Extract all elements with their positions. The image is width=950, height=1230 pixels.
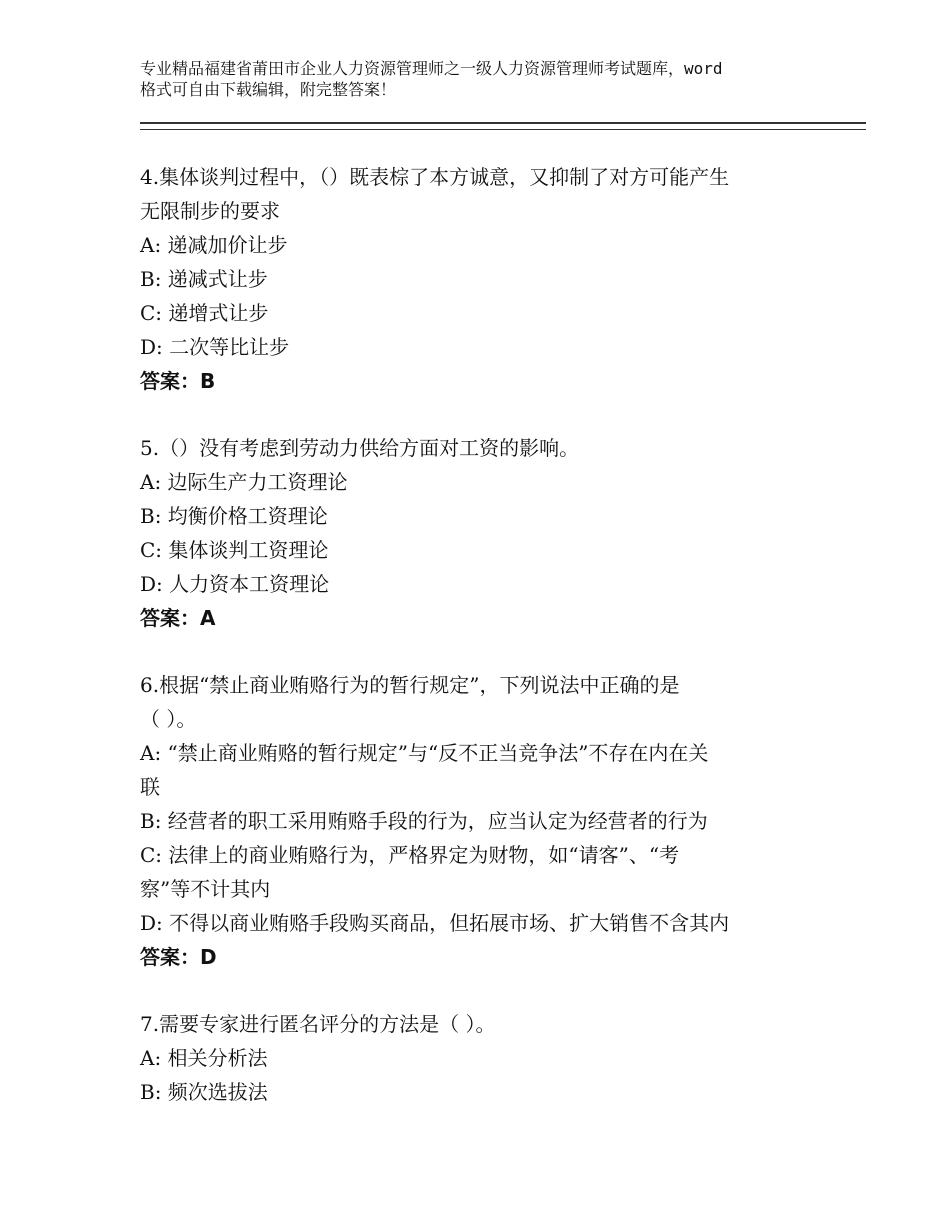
question-7 xyxy=(140,1007,820,1109)
option-b: B: 递减式让步 xyxy=(140,267,268,291)
option-d: D: 不得以商业贿赂手段购买商品，但拓展市场、扩大销售不含其内 xyxy=(140,911,730,935)
option-b: B: 频次选拔法 xyxy=(140,1080,268,1104)
header-divider xyxy=(140,122,866,130)
question-6 xyxy=(140,668,820,974)
option-c-continued: 察”等不计其内 xyxy=(140,877,271,901)
option-d: D: 二次等比让步 xyxy=(140,335,290,359)
option-a: A: “禁止商业贿赂的暂行规定”与“反不正当竞争法”不存在内在关 xyxy=(140,741,709,765)
header-line-2: 格式可自由下载编辑，附完整答案！ xyxy=(140,80,397,99)
option-a: A: 相关分析法 xyxy=(140,1046,268,1070)
question-stem-continued: 无限制步的要求 xyxy=(140,199,280,223)
question-4 xyxy=(140,160,820,398)
option-a: A: 边际生产力工资理论 xyxy=(140,470,348,494)
question-list xyxy=(140,160,820,1142)
option-a: A: 递减加价让步 xyxy=(140,233,288,257)
option-c: C: 集体谈判工资理论 xyxy=(140,538,329,562)
question-stem: 5.（）没有考虑到劳动力供给方面对工资的影响。 xyxy=(140,436,580,460)
header-line-1: 专业精品福建省莆田市企业人力资源管理师之一级人力资源管理师考试题库，word xyxy=(140,59,723,78)
question-5 xyxy=(140,431,820,635)
option-b: B: 经营者的职工采用贿赂手段的行为，应当认定为经营者的行为 xyxy=(140,809,708,833)
question-stem: 6.根据“禁止商业贿赂行为的暂行规定”，下列说法中正确的是 xyxy=(140,673,680,697)
answer-label: 答案：B xyxy=(140,369,216,393)
option-d: D: 人力资本工资理论 xyxy=(140,572,330,596)
question-stem: 4.集体谈判过程中，（）既表棕了本方诚意，又抑制了对方可能产生 xyxy=(140,165,730,189)
question-stem: 7.需要专家进行匿名评分的方法是（ ）。 xyxy=(140,1012,496,1036)
option-b: B: 均衡价格工资理论 xyxy=(140,504,328,528)
option-c: C: 递增式让步 xyxy=(140,301,269,325)
answer-label: 答案：D xyxy=(140,945,217,969)
page-header xyxy=(140,58,840,100)
answer-label: 答案：A xyxy=(140,606,216,630)
option-a-continued: 联 xyxy=(140,775,160,799)
question-stem-continued: （ ）。 xyxy=(140,707,197,731)
option-c: C: 法律上的商业贿赂行为，严格界定为财物，如“请客”、“考 xyxy=(140,843,680,867)
